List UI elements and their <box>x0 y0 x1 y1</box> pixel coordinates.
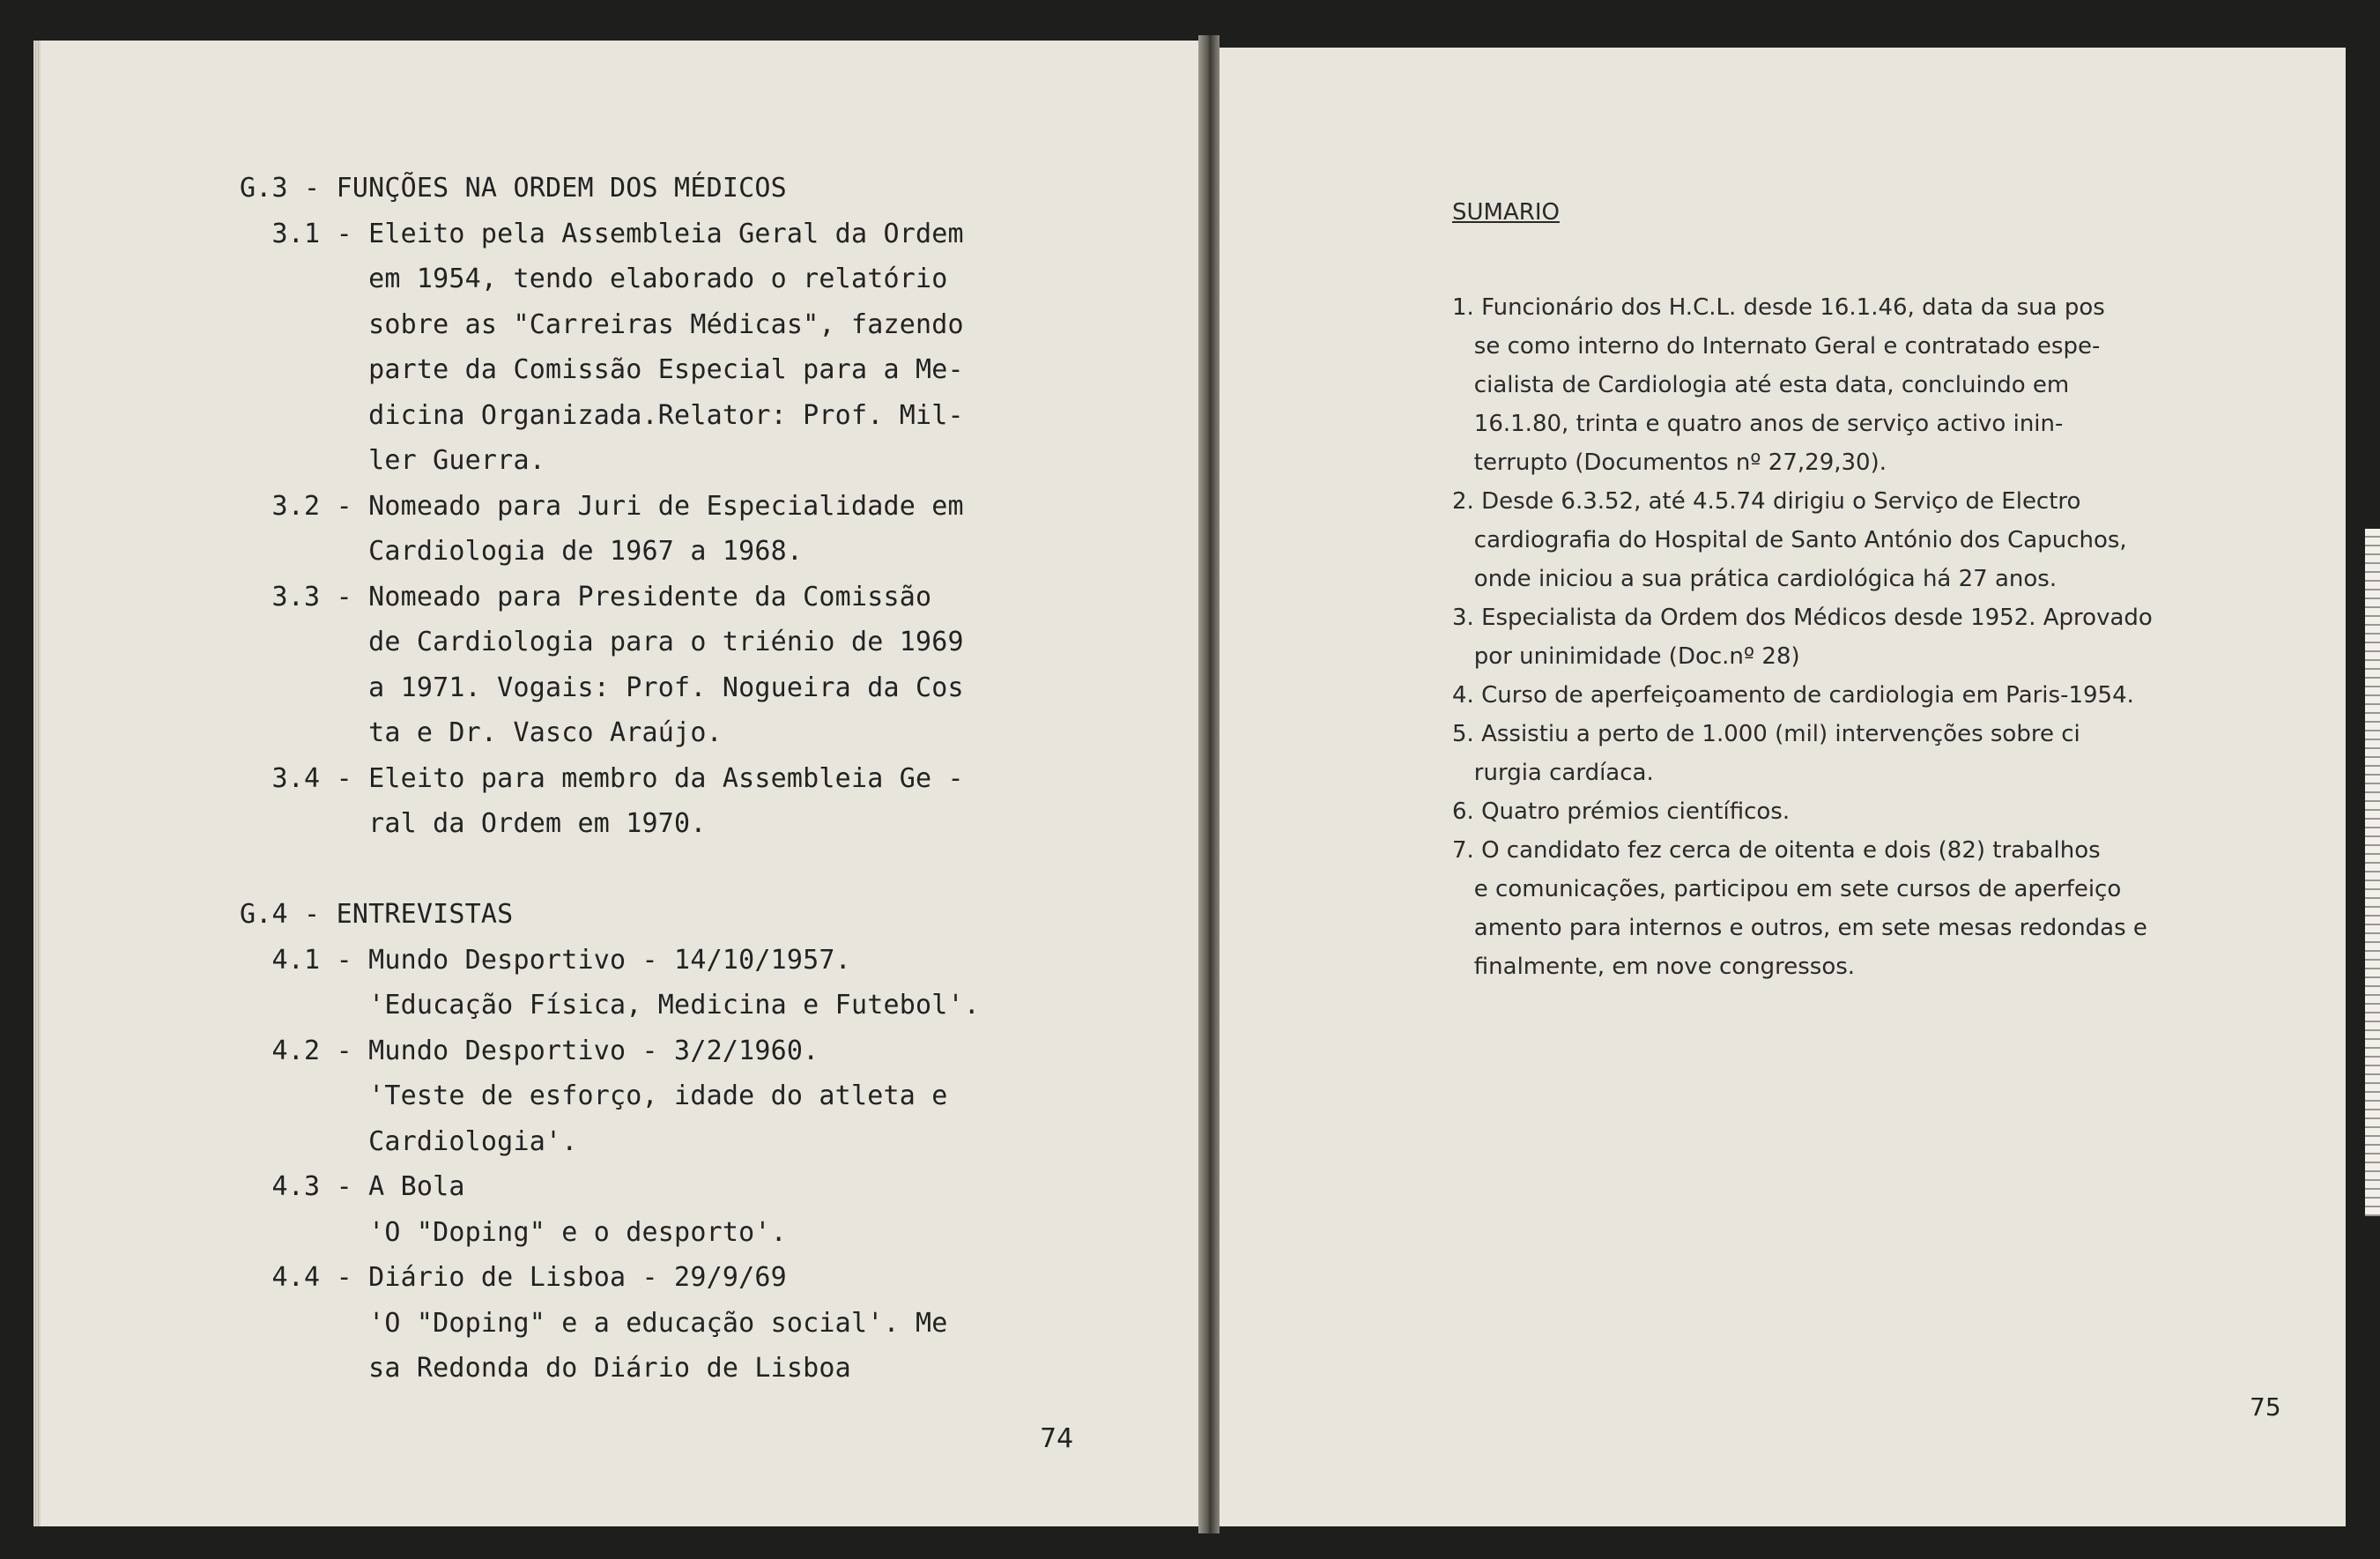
book-gutter <box>1198 35 1220 1533</box>
text-line: ta e Dr. Vasco Araújo. <box>240 717 723 748</box>
text-line: 2. Desde 6.3.52, até 4.5.74 dirigiu o Serviço de Electro <box>1452 488 2081 515</box>
text-line: parte da Comissão Especial para a Me- <box>240 354 964 385</box>
text-line: 4. Curso de aperfeiçoamento de cardiologia em Paris-1954. <box>1452 682 2134 709</box>
text-line: por uninimidade (Doc.nº 28) <box>1452 643 1800 670</box>
text-line: 'O "Doping" e o desporto'. <box>240 1216 787 1248</box>
text-line: 4.1 - Mundo Desportivo - 14/10/1957. <box>240 944 851 976</box>
text-line: a 1971. Vogais: Prof. Nogueira da Cos <box>240 672 964 703</box>
text-line: Cardiologia'. <box>240 1125 578 1157</box>
right-page-text <box>1452 294 2153 992</box>
left-page-number: 74 <box>1040 1423 1074 1454</box>
text-line: onde iniciou a sua prática cardiológica há 27 anos. <box>1452 566 2057 592</box>
text-line: 3. Especialista da Ordem dos Médicos desde 1952. Aprovado <box>1452 605 2153 631</box>
text-line: sa Redonda do Diário de Lisboa <box>240 1353 851 1384</box>
text-line: se como interno do Internato Geral e contratado espe- <box>1452 333 2101 360</box>
text-line: 3.1 - Eleito pela Assembleia Geral da Ordem <box>240 218 964 249</box>
text-line: 'O "Doping" e a educação social'. Me <box>240 1307 948 1339</box>
text-line: 1. Funcionário dos H.C.L. desde 16.1.46, data da sua pos <box>1452 294 2105 321</box>
text-line: sobre as "Carreiras Médicas", fazendo <box>240 308 964 340</box>
text-line: G.3 - FUNÇÕES NA ORDEM DOS MÉDICOS <box>240 173 787 204</box>
text-line: dicina Organizada.Relator: Prof. Mil- <box>240 399 964 431</box>
right-page-number: 75 <box>2250 1392 2281 1422</box>
text-line: 3.3 - Nomeado para Presidente da Comissão <box>240 581 932 612</box>
text-line: 16.1.80, trinta e quatro anos de serviço activo inin- <box>1452 411 2064 437</box>
text-line: 4.2 - Mundo Desportivo - 3/2/1960. <box>240 1035 819 1066</box>
text-line: ral da Ordem em 1970. <box>240 808 707 839</box>
text-line: Cardiologia de 1967 a 1968. <box>240 536 804 567</box>
text-line: 4.4 - Diário de Lisboa - 29/9/69 <box>240 1262 787 1293</box>
text-line: rurgia cardíaca. <box>1452 760 1654 786</box>
text-line: cardiografia do Hospital de Santo António dos Capuchos, <box>1452 527 2127 553</box>
text-line: de Cardiologia para o triénio de 1969 <box>240 627 964 657</box>
text-line: ler Guerra. <box>240 445 545 476</box>
text-line: 6. Quatro prémios científicos. <box>1452 798 1791 825</box>
text-line: terrupto (Documentos nº 27,29,30). <box>1452 449 1887 476</box>
text-line: 5. Assistiu a perto de 1.000 (mil) intervenções sobre ci <box>1452 721 2080 747</box>
scale-ruler <box>2365 529 2380 1216</box>
summary-heading: SUMARIO <box>1452 199 1560 226</box>
text-line: e comunicações, participou em sete cursos de aperfeiço <box>1452 876 2122 902</box>
text-line: 'Teste de esforço, idade do atleta e <box>240 1080 948 1111</box>
text-line: amento para internos e outros, em sete mesas redondas e <box>1452 915 2147 941</box>
text-line: G.4 - ENTREVISTAS <box>240 899 514 930</box>
text-line: cialista de Cardiologia até esta data, concluindo em <box>1452 372 2070 398</box>
text-line: 7. O candidato fez cerca de oitenta e dois (82) trabalhos <box>1452 837 2101 864</box>
text-line: 3.4 - Eleito para membro da Assembleia Ge - <box>240 762 964 794</box>
text-line: 'Educação Física, Medicina e Futebol'. <box>240 990 981 1021</box>
text-line <box>240 847 980 893</box>
text-line: finalmente, em nove congressos. <box>1452 954 1856 980</box>
text-line: em 1954, tendo elaborado o relatório <box>240 264 948 294</box>
text-line: 4.3 - A Bola <box>240 1171 465 1202</box>
left-page-text <box>240 166 980 1392</box>
text-line: 3.2 - Nomeado para Juri de Especialidade em <box>240 490 964 522</box>
